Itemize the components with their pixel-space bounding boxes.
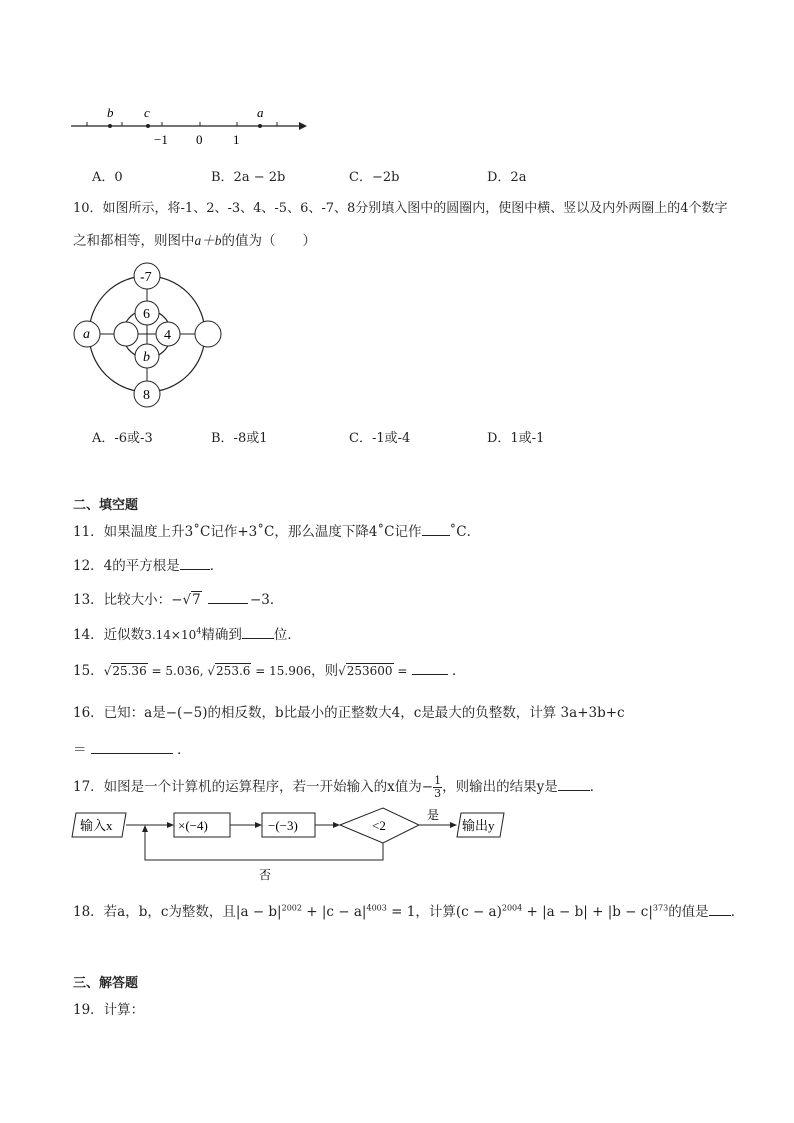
- point-b: [108, 124, 112, 128]
- q10-text-line1: 10．如图所示，将-1、2、-3、4、-5、6、-7、8分别填入图中的圆圈内，使图中横、竖以及内外两圈上的4个数字: [73, 201, 728, 216]
- label-b: b: [107, 105, 114, 120]
- label-a: a: [257, 105, 264, 120]
- q11: 11．如果温度上升3˚C记作+3˚C，那么温度下降4˚C记作 ˚C．: [73, 524, 481, 540]
- tick-neg1: −1: [154, 132, 168, 147]
- q15: 15．√25.36 = 5.036, √253.6 = 15.906，则√253600 = ．: [73, 663, 466, 679]
- value-inner-right: 4: [164, 328, 171, 343]
- q14: 14．近似数$3.14\times 10^4$精确到 位．: [73, 626, 301, 643]
- point-a: [258, 124, 262, 128]
- label-c: c: [144, 105, 150, 120]
- q9-option-d: D．2a: [487, 170, 527, 185]
- q10-option-d: D．1或-1: [487, 431, 545, 446]
- node-right: [195, 321, 221, 347]
- q10-option-a: A．-6或-3: [92, 431, 153, 446]
- value-top: -7: [140, 270, 152, 285]
- q9-option-a: A．0: [92, 170, 123, 185]
- value-inner-top: 6: [143, 307, 150, 322]
- value-left: a: [83, 327, 90, 342]
- flow-cond-label: <2: [372, 818, 386, 833]
- q9-option-b: B．2a − 2b: [211, 170, 286, 185]
- q10-option-c: C．-1或-4: [349, 431, 411, 446]
- tick-1: 1: [233, 132, 240, 147]
- flow-output-label: 输出y: [462, 818, 495, 833]
- q19: 19．计算：: [73, 1002, 145, 1018]
- value-inner-bottom: b: [143, 350, 150, 365]
- flow-no-label: 否: [259, 868, 272, 882]
- flow-mul-label: ×(−4): [178, 818, 208, 833]
- flow-sub-label: −(−3): [268, 818, 298, 833]
- flow-yes-label: 是: [427, 808, 440, 822]
- point-c: [146, 124, 150, 128]
- section-solve: 三、解答题: [73, 976, 139, 991]
- q9-option-c: C．−2b: [349, 170, 400, 185]
- q10-circle-diagram: [70, 258, 230, 413]
- q18: 18．若a，b，c为整数，且$|a - b|^{2002} + |c - a|^{4003} = 1$，计算$(c - a)^{2004} + |a - b| + |b - c|^{373}$的值是 ．: [73, 903, 745, 920]
- tick-0: 0: [196, 132, 203, 147]
- q10-text-line2: 之和都相等，则图中a＋b的值为（ ）: [73, 233, 316, 249]
- q17-flowchart: [70, 805, 510, 887]
- section-fill-in: 二、填空题: [73, 498, 139, 513]
- q12: 12．4的平方根是 ．: [73, 558, 224, 574]
- value-bottom: 8: [143, 388, 150, 403]
- q13: 13．比较大小：−√7 −3．: [73, 592, 284, 608]
- q16-line1: 16．已知：a是−(−5)的相反数，b比最小的正整数大4，c是最大的负整数，计算 3a+3b+c: [73, 705, 625, 721]
- q10-option-b: B．-8或1: [211, 431, 268, 446]
- node-inner-left: [114, 322, 138, 346]
- q16-line2: ＝ ．: [73, 742, 191, 758]
- number-line: [65, 100, 315, 150]
- flow-input-label: 输入x: [80, 818, 113, 833]
- q17: 17．如图是一个计算机的运算程序，若一开始输入的x值为− $\frac{1}{3}$ ，则输出的结果y是 ．: [73, 774, 604, 800]
